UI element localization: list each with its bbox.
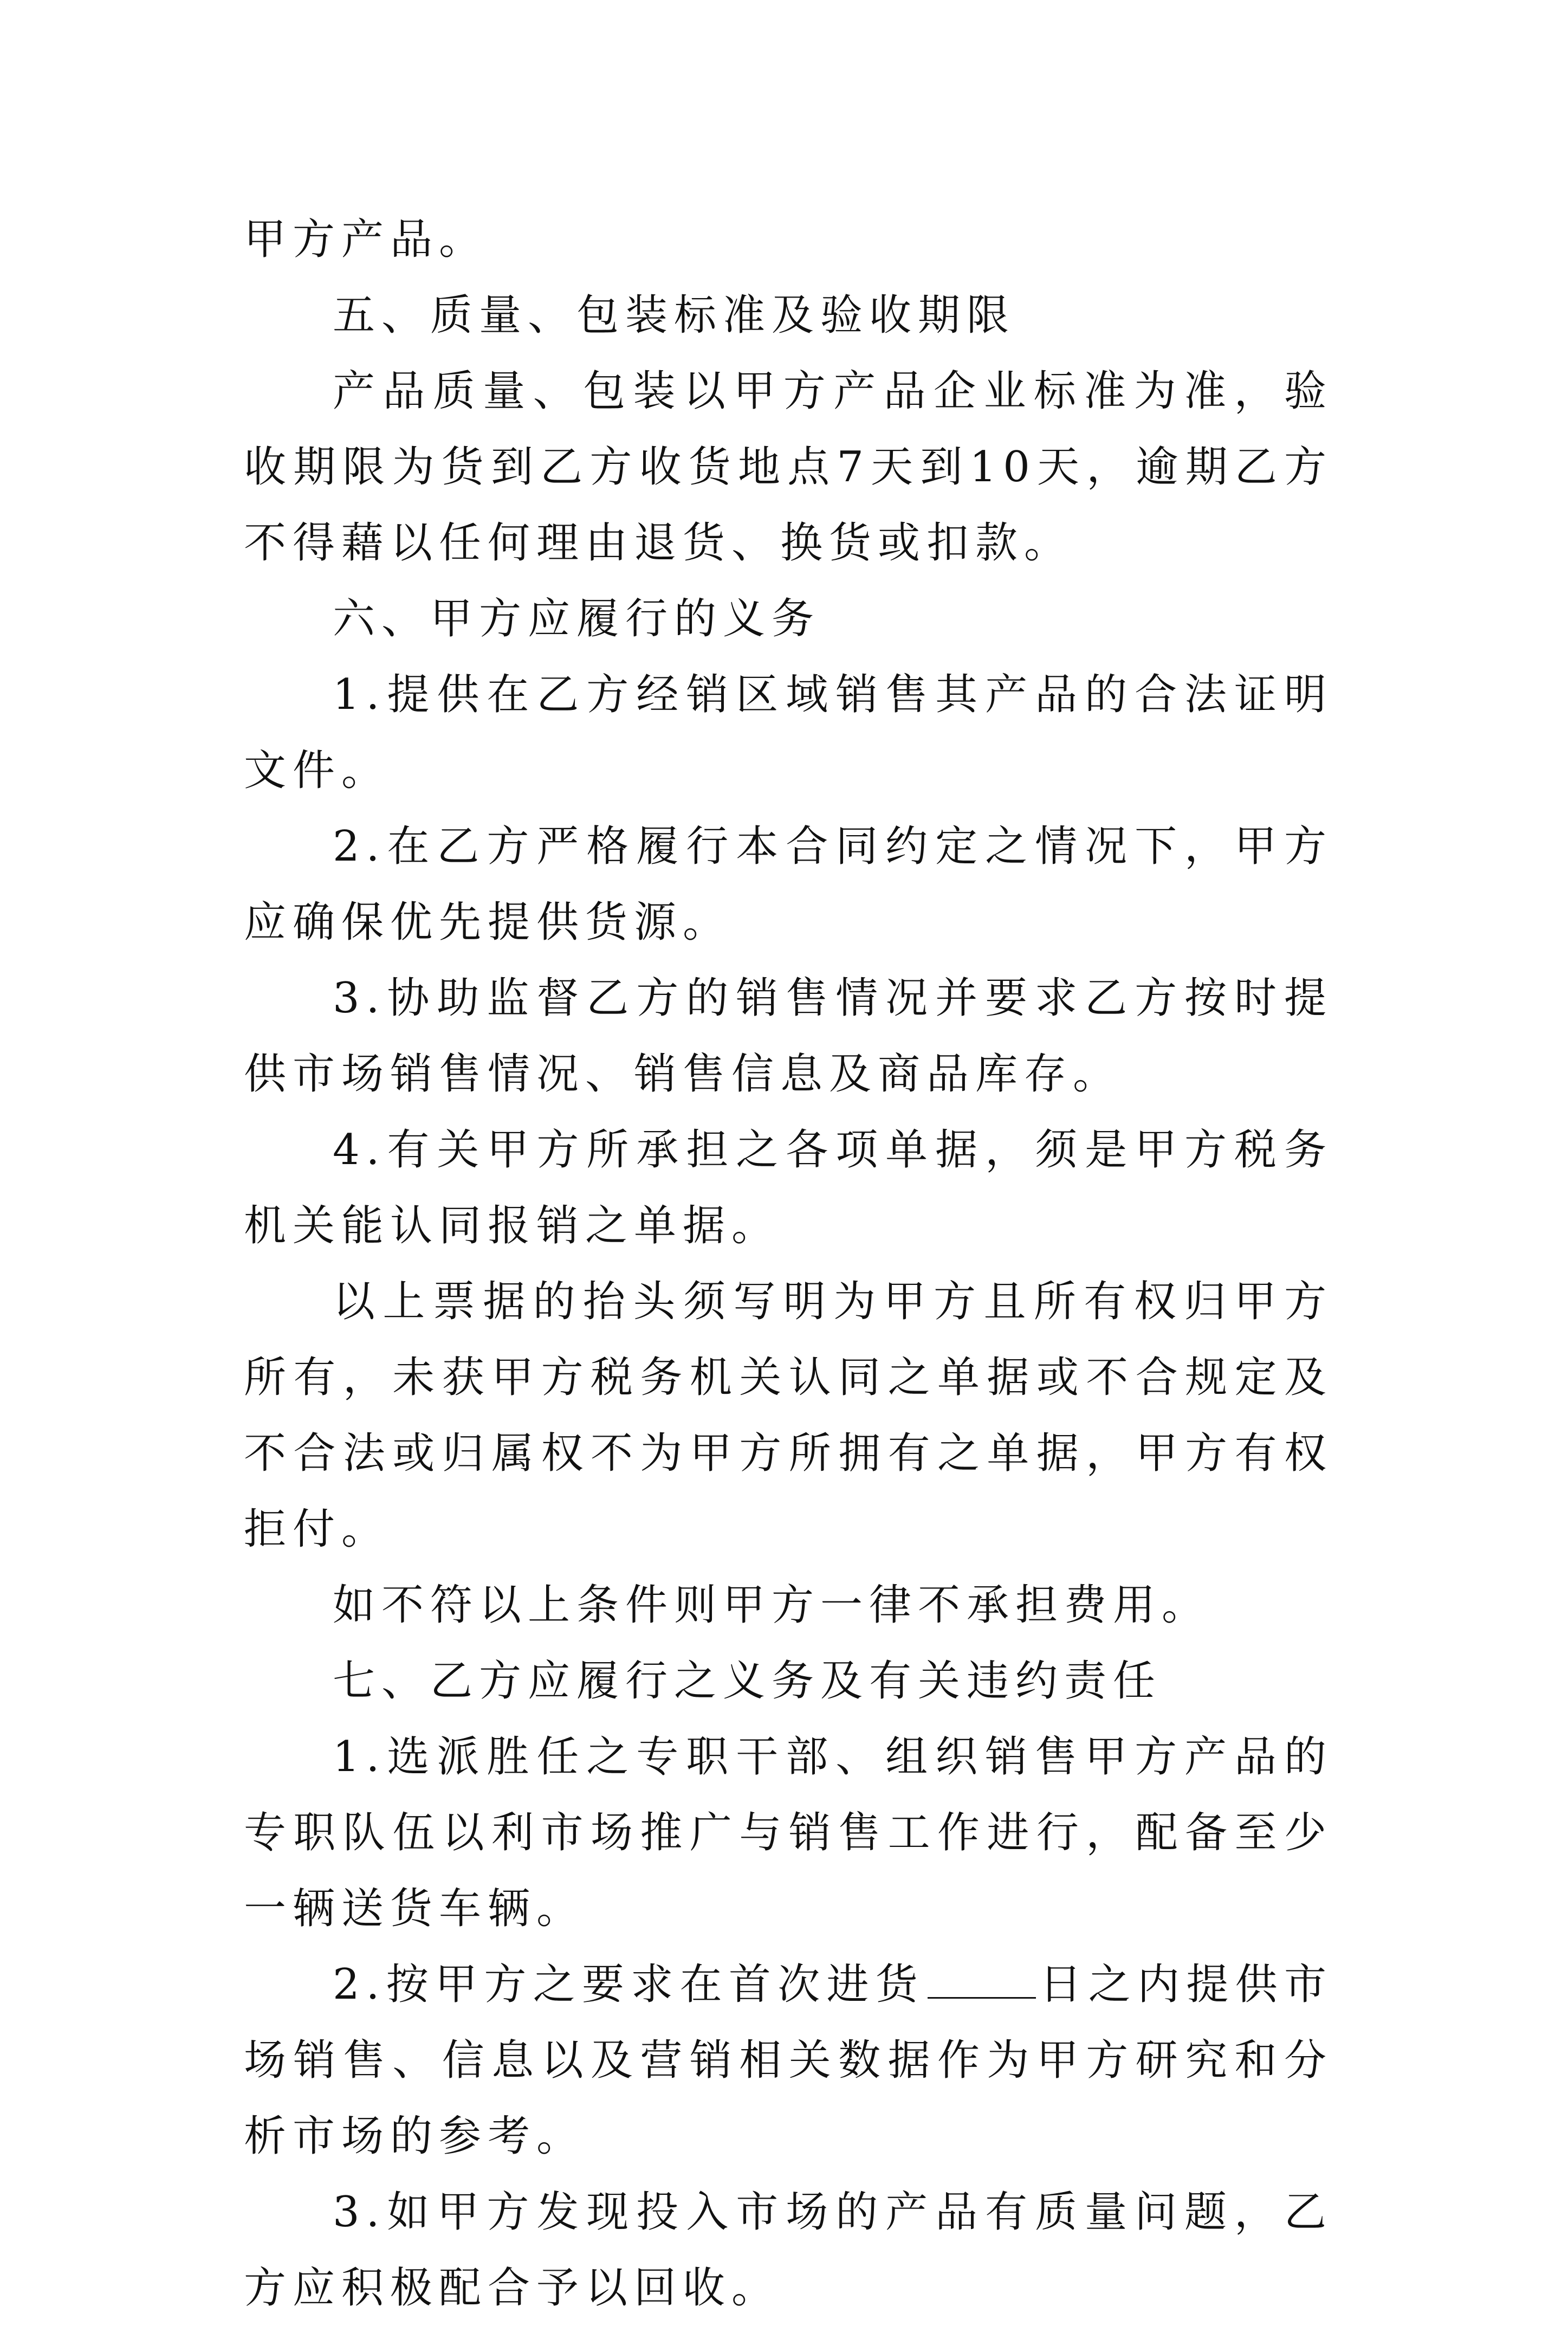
clause-b-2-text-after-blank: 日之内提供市场销售、信息以及营销相关数据作为甲方研究和分析市场的参考。 <box>244 1960 1333 2161</box>
paragraph-quality-standard: 产品质量、包装以甲方产品企业标准为准，验收期限为货到乙方收货地点7天到10天，逾期乙方不得藉以任何理由退货、换货或扣款。 <box>244 367 1333 567</box>
clause-a-3: 3.协助监督乙方的销售情况并要求乙方按时提供市场销售情况、销售信息及商品库存。 <box>244 974 1333 1099</box>
section-heading-party-a-obligations: 六、甲方应履行的义务 <box>333 595 821 643</box>
section-heading-party-b-obligations: 七、乙方应履行之义务及有关违约责任 <box>333 1657 1162 1705</box>
fill-in-blank-days <box>928 1959 1036 1999</box>
section-heading-quality-packaging: 五、质量、包装标准及验收期限 <box>333 291 1016 340</box>
paragraph-no-expense: 如不符以上条件则甲方一律不承担费用。 <box>333 1581 1211 1630</box>
clause-b-1: 1.选派胜任之专职干部、组织销售甲方产品的专职队伍以利市场推广与销售工作进行，配备至少一辆送货车辆。 <box>244 1733 1333 1933</box>
clause-b-2-text-before-blank: 2.按甲方之要求在首次进货 <box>333 1960 925 2009</box>
clause-b-3: 3.如甲方发现投入市场的产品有质量问题，乙方应积极配合予以回收。 <box>244 2188 1333 2312</box>
document-body <box>244 202 1333 2326</box>
clause-a-2: 2.在乙方严格履行本合同约定之情况下，甲方应确保优先提供货源。 <box>244 822 1333 947</box>
paragraph-continuation: 甲方产品。 <box>244 215 488 264</box>
paragraph-receipts: 以上票据的抬头须写明为甲方且所有权归甲方所有，未获甲方税务机关认同之单据或不合规定及不合法或归属权不为甲方所拥有之单据，甲方有权拒付。 <box>244 1277 1333 1554</box>
clause-b-2 <box>244 1947 1333 2174</box>
clause-a-4: 4.有关甲方所承担之各项单据，须是甲方税务机关能认同报销之单据。 <box>244 1126 1333 1250</box>
clause-a-1: 1.提供在乙方经销区域销售其产品的合法证明文件。 <box>244 670 1333 795</box>
